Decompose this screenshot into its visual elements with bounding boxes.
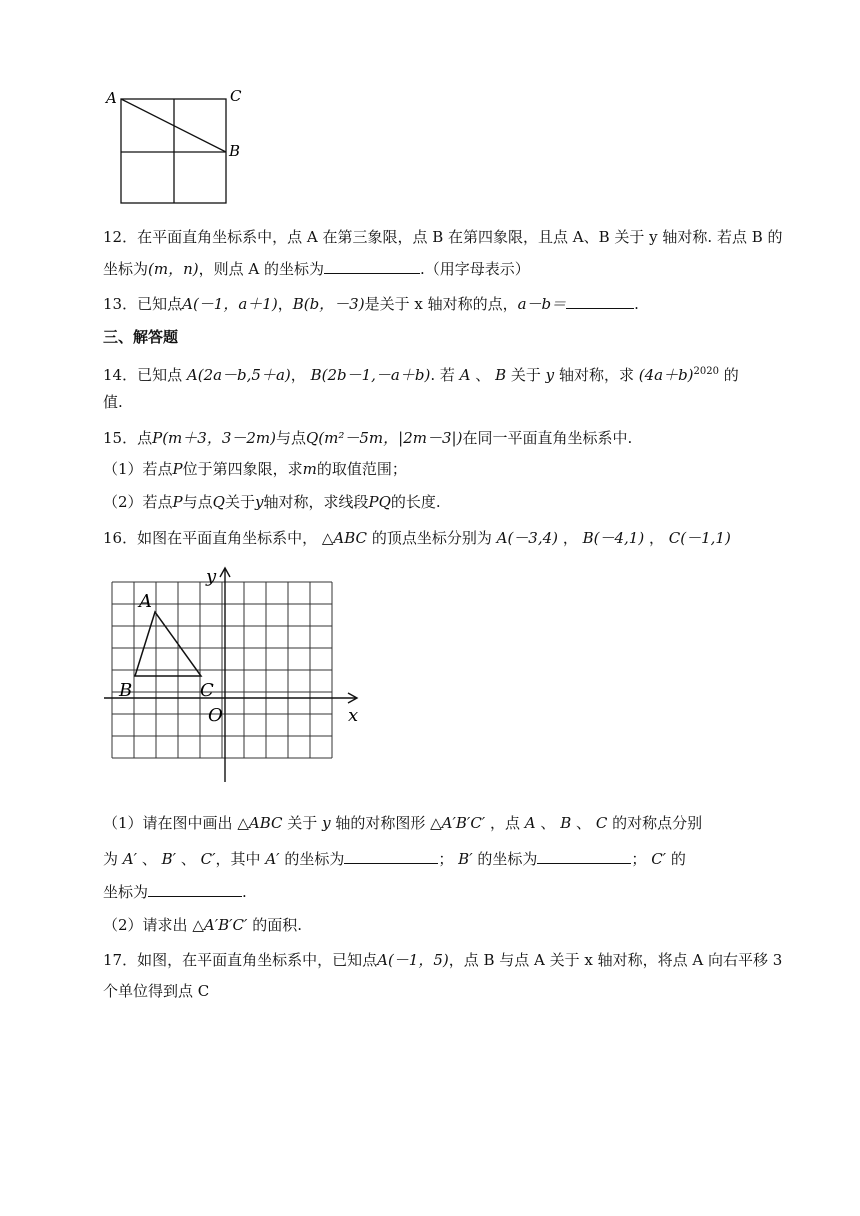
question-15-part-1: （1）若点P位于第四象限，求m的取值范围； [103,460,407,478]
answer-blank-b-prime[interactable] [537,849,631,864]
point-label-c: C [230,87,242,105]
vertex-label-b: B [119,680,133,701]
question-16-part-1-line-3: 坐标为 . [103,883,247,901]
question-12-line-2: 坐标为(m，n)，则点 A 的坐标为 .（用字母表示） [103,260,530,278]
question-17-line-1: 17．如图，在平面直角坐标系中，已知点A(－1，5)，点 B 与点 A 关于 x 轴对称，将点 A 向右平移 3 [103,951,783,969]
coordinate-grid-figure [100,562,370,784]
answer-blank[interactable] [324,259,420,274]
triangle-abc [135,612,201,676]
question-13: 13．已知点A(－1，a＋1)，B(b，－3)是关于 x 轴对称的点，a－b＝ . [103,295,639,313]
axis-label-x: x [348,705,359,726]
section-heading: 三、解答题 [103,328,179,346]
point-label-b: B [229,142,241,160]
vertex-label-a: A [139,591,152,612]
question-12-line-1: 12．在平面直角坐标系中，点 A 在第三象限，点 B 在第四象限，且点 A、B 关于 y 轴对称. 若点 B 的 [103,228,783,246]
point-label-a: A [106,89,117,107]
vertex-label-c: C [200,680,214,701]
answer-blank[interactable] [566,294,634,309]
question-16: 16．如图在平面直角坐标系中， △ABC 的顶点坐标分别为 A(－3,4) ， B(－4,1) ， C(－1,1) [103,529,731,547]
axis-label-y: y [206,566,217,587]
question-16-part-2: （2）请求出 △A′B′C′ 的面积. [103,916,302,934]
question-17-line-2: 个单位得到点 C [103,982,210,1000]
question-16-part-1-line-2: 为 A′ 、 B′ 、 C′，其中 A′ 的坐标为 ； B′ 的坐标为 ； C′ 的 [103,850,686,868]
question-14-line-1: 14．已知点 A(2a－b,5＋a)， B(2b－1,－a＋b). 若 A 、 B 关于 y 轴对称，求 $(4a+b)^{2020}$ 的 [103,366,739,384]
answer-blank-c-prime[interactable] [148,882,242,897]
figure-rectangle-grid [100,84,260,210]
question-number: 12． [103,228,138,246]
answer-blank-a-prime[interactable] [344,849,438,864]
origin-label: O [208,705,223,726]
question-16-part-1-line-1: （1）请在图中画出 △ABC 关于 y 轴的对称图形 △A′B′C′ ，点 A 、 B 、 C 的对称点分别 [103,814,703,832]
question-15-part-2: （2）若点P与点Q关于y轴对称，求线段PQ的长度. [103,493,441,511]
question-15: 15．点P(m＋3，3－2m)与点Q(m²－5m，|2m－3|)在同一平面直角坐标系中. [103,429,633,447]
question-14-line-2: 值. [103,393,123,411]
